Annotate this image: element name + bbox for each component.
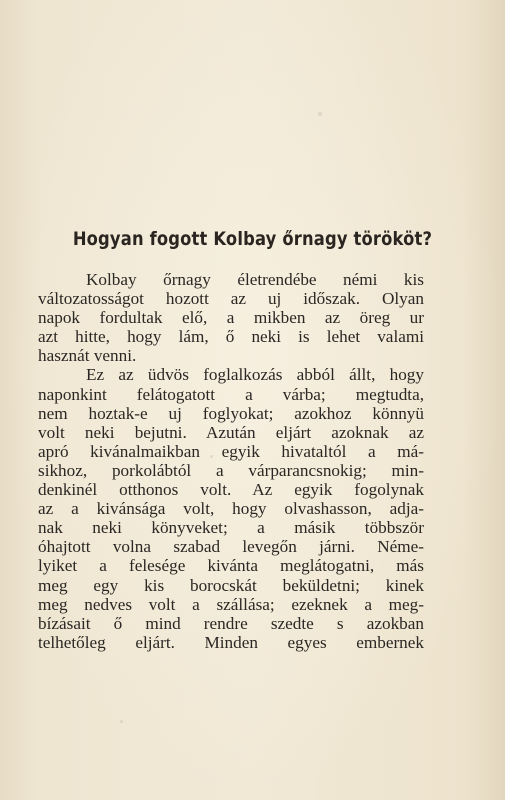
- text-line: telhetőleg eljárt. Minden egyes embernek: [38, 632, 424, 652]
- text-line: azt hitte, hogy lám, ő neki is lehet valami: [38, 327, 424, 347]
- text-line: Ez az üdvös foglalkozás abból állt, hogy: [86, 365, 424, 385]
- text-line: naponkint felátogatott a várba; megtudta,: [38, 384, 424, 404]
- text-line: lyiket a felesége kivánta meglátogatni, más: [38, 556, 424, 576]
- text-line: az a kivánsága volt, hogy olvashasson, adja-: [38, 499, 424, 519]
- body-text: [38, 270, 424, 652]
- text-line: meg egy kis borocskát beküldetni; kinek: [38, 575, 424, 595]
- text-line: meg nedves volt a szállása; ezeknek a meg-: [38, 594, 424, 614]
- text-line: Kolbay őrnagy életrendébe némi kis: [86, 270, 424, 289]
- text-line: bízásait ő mind rendre szedte s azokban: [38, 613, 424, 633]
- text-line: napok fordultak elő, a mikben az öreg ur: [38, 308, 424, 328]
- text-line: apró kivánalmaikban egyik hivataltól a má-: [38, 441, 424, 461]
- text-line: változatosságot hozott az uj időszak. Olyan: [38, 289, 424, 309]
- text-line: óhajtott volna szabad levegőn járni. Néme-: [38, 537, 424, 557]
- text-line: volt neki bejutni. Azután eljárt azoknak az: [38, 422, 424, 442]
- text-line: nem hoztak-e uj foglyokat; azokhoz könnyü: [38, 403, 424, 423]
- text-line: hasznát venni.: [38, 346, 137, 366]
- text-line: nak neki könyveket; a másik többször: [38, 518, 424, 538]
- paper-stain: [120, 720, 123, 723]
- text-line: sikhoz, porkolábtól a várparancsnokig; min-: [38, 460, 424, 480]
- text-line: denkinél otthonos volt. Az egyik fogolynak: [38, 480, 424, 500]
- paper-stain: [318, 112, 322, 116]
- chapter-title: Hogyan fogott Kolbay őrnagy törököt?: [72, 228, 433, 250]
